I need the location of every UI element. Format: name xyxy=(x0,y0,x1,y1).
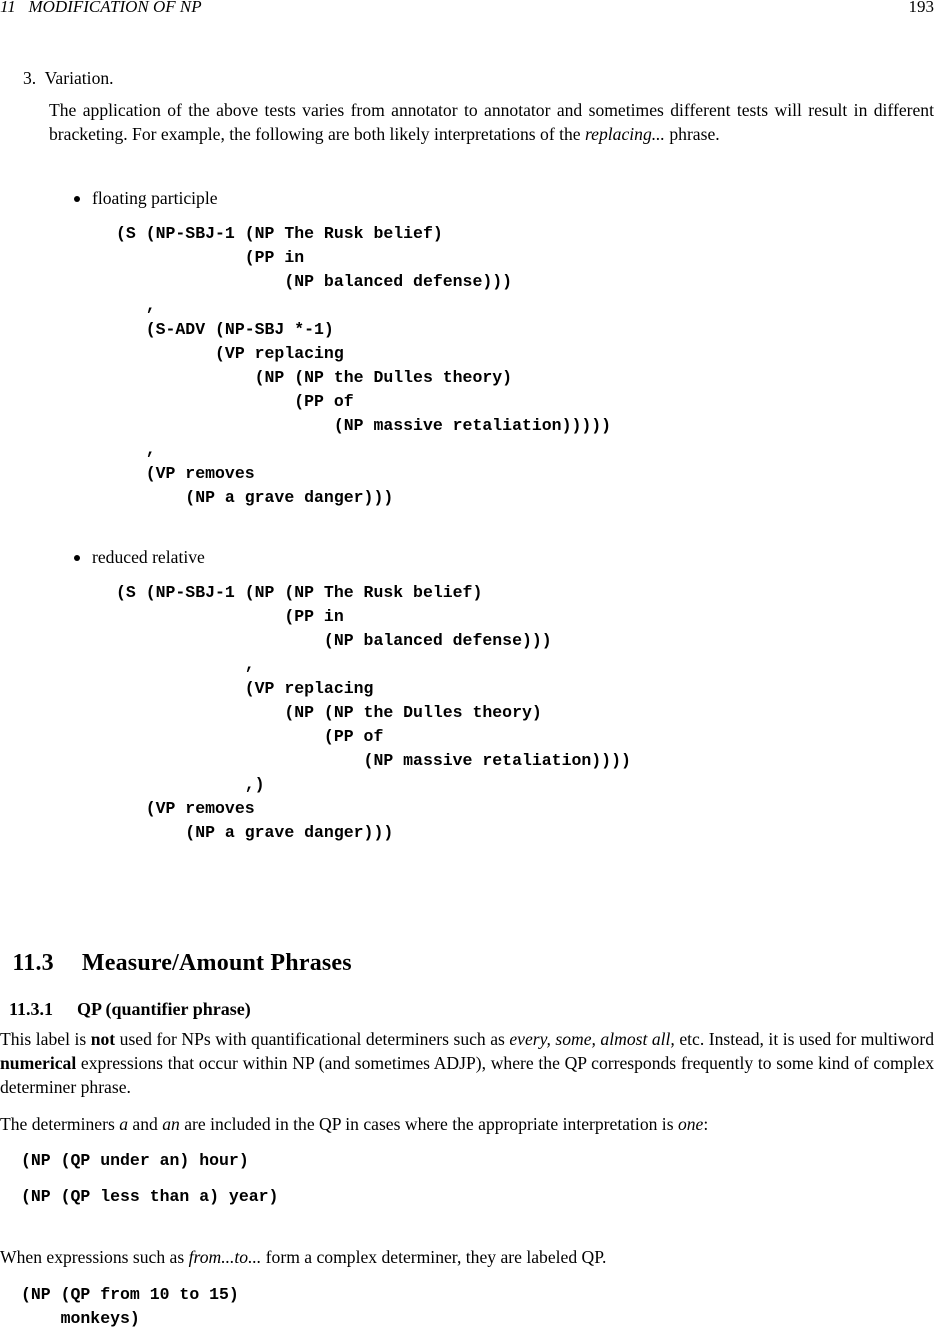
floating-participle-tree: (S (NP-SBJ-1 (NP The Rusk belief) (PP in (NP balanced defense))) , (S-ADV (NP-SBJ *-1) (VP replacing (NP (NP the Dulles theory) (PP of (NP massive retaliation))))) , (VP removes (NP a grave danger))) xyxy=(116,222,611,510)
variation-paragraph xyxy=(49,98,934,146)
qp-para2-italic-a: a xyxy=(119,1114,128,1134)
subsection-heading xyxy=(0,978,251,1020)
qp-para1-text-2: used for NPs with quantificational determiners such as xyxy=(115,1029,509,1049)
bullet-icon xyxy=(74,196,80,202)
qp-para2-text-3: are included in the QP in cases where the appropriate interpretation is xyxy=(180,1114,678,1134)
example-from-10-to-15: (NP (QP from 10 to 15) monkeys) xyxy=(21,1283,239,1331)
example-less-than-a-year: (NP (QP less than a) year) xyxy=(21,1185,278,1209)
bullet-icon xyxy=(74,555,80,561)
qp-para1-bold-not: not xyxy=(91,1029,115,1049)
qp-para2-italic-an: an xyxy=(162,1114,180,1134)
variation-item-label: 3. Variation. xyxy=(23,66,114,90)
qp-para1-text-1: This label is xyxy=(0,1029,91,1049)
section-title: Measure/Amount Phrases xyxy=(82,950,352,976)
qp-para1-italic-examples: every, some, almost all, xyxy=(509,1029,674,1049)
example-under-an-hour: (NP (QP under an) hour) xyxy=(21,1149,249,1173)
qp-para2-text-2: and xyxy=(128,1114,162,1134)
qp-para3-italic-from-to: from...to... xyxy=(189,1247,262,1267)
running-header-title: 11 MODIFICATION OF NP xyxy=(0,0,202,17)
qp-paragraph-1 xyxy=(0,1027,934,1099)
qp-para3-text-2: form a complex determiner, they are labeled QP. xyxy=(261,1247,606,1267)
qp-para1-text-4: expressions that occur within NP (and sometimes ADJP), where the QP corresponds frequently to some kind of complex determiner phrase. xyxy=(0,1053,934,1097)
subsection-title: QP (quantifier phrase) xyxy=(77,999,251,1019)
qp-para2-text-1: The determiners xyxy=(0,1114,119,1134)
page-number: 193 xyxy=(909,0,934,17)
section-heading xyxy=(0,923,352,977)
bullet-reduced-relative-label: reduced relative xyxy=(92,545,205,569)
qp-para1-bold-numerical: numerical xyxy=(0,1053,76,1073)
qp-paragraph-3 xyxy=(0,1245,934,1269)
bullet-floating-participle-label: floating participle xyxy=(92,186,218,210)
qp-paragraph-2 xyxy=(0,1112,934,1136)
variation-text-italic: replacing... xyxy=(585,124,665,144)
qp-para3-text-1: When expressions such as xyxy=(0,1247,189,1267)
qp-para2-text-4: : xyxy=(703,1114,708,1134)
variation-text-2: phrase. xyxy=(665,124,720,144)
subsection-number: 11.3.1 xyxy=(9,999,53,1019)
reduced-relative-tree: (S (NP-SBJ-1 (NP (NP The Rusk belief) (PP in (NP balanced defense))) , (VP replacing (NP (NP the Dulles theory) (PP of (NP massive retaliation)))) ,) (VP removes (NP a grave danger))) xyxy=(116,581,631,845)
variation-text-1: The application of the above tests varies from annotator to annotator and sometimes different tests will result in different bracketing. For example, the following are both likely interpretations of the xyxy=(49,100,934,144)
qp-para2-italic-one: one xyxy=(678,1114,703,1134)
section-number: 11.3 xyxy=(12,950,53,976)
qp-para1-text-3: etc. Instead, it is used for multiword xyxy=(675,1029,934,1049)
